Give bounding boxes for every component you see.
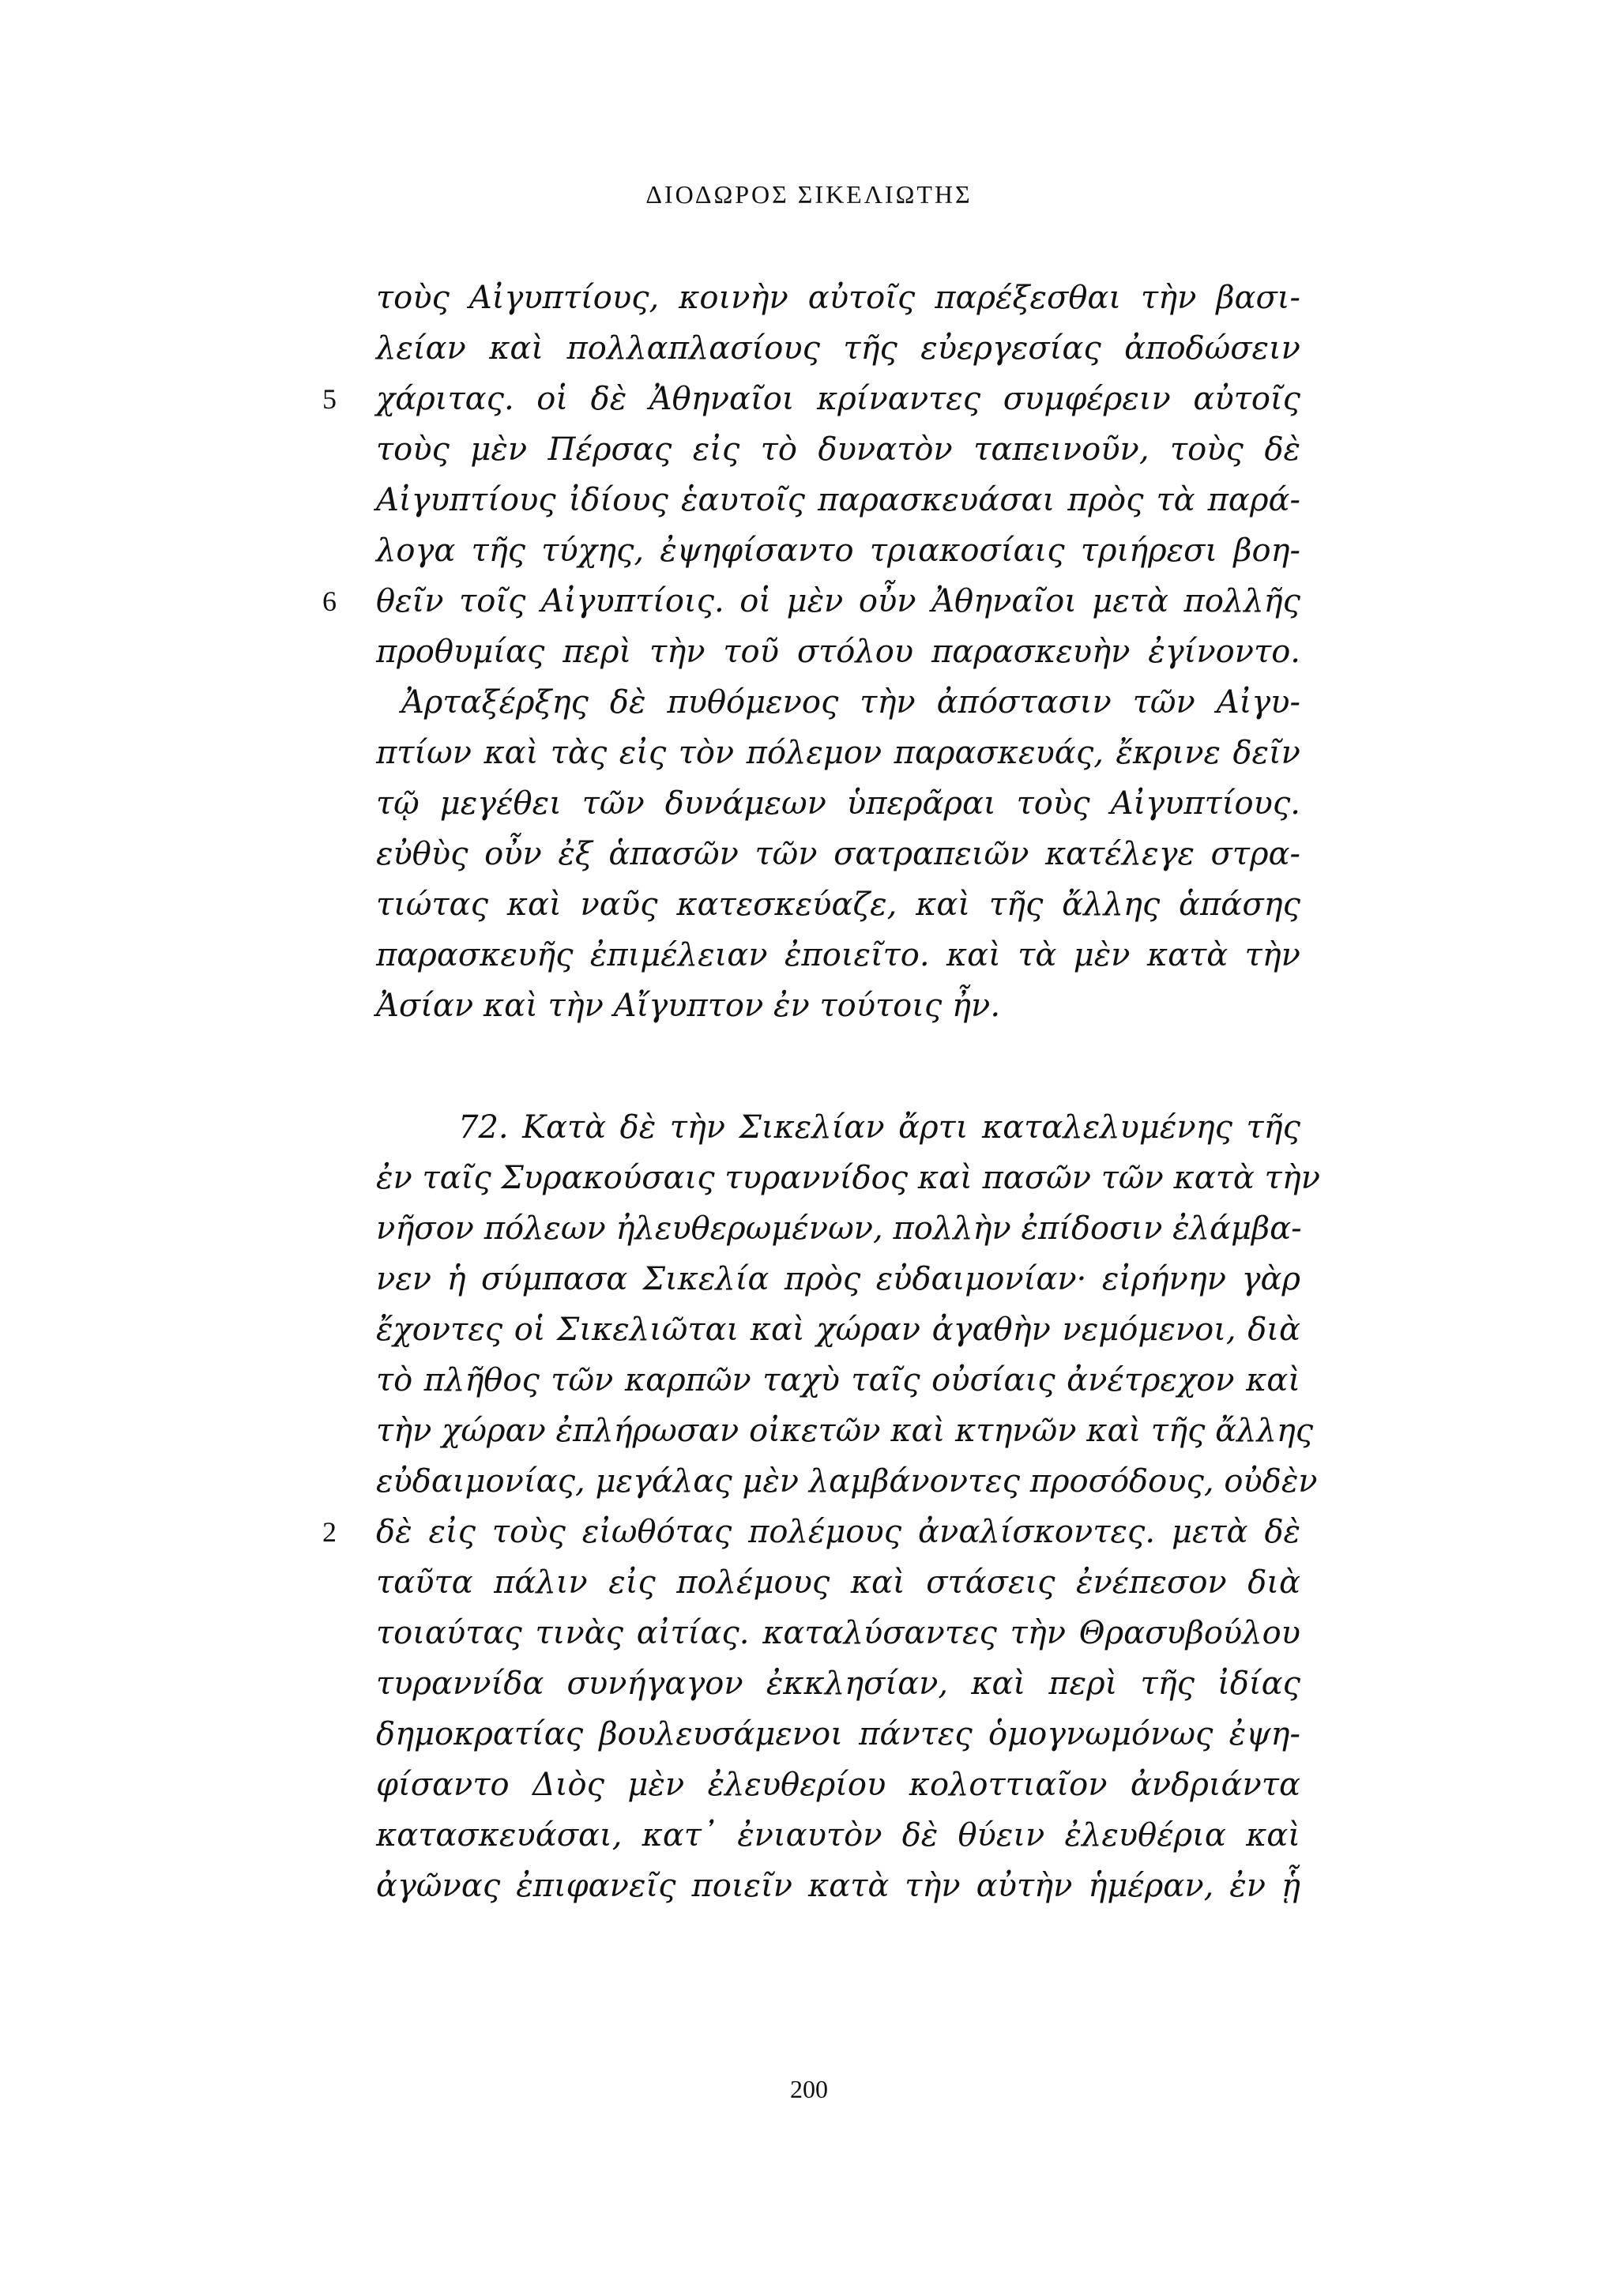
- text-line: θεῖν τοῖς Αἰγυπτίοις. οἱ μὲν οὖν Ἀθηναῖοι μετὰ πολλῆς: [376, 583, 1300, 619]
- text-line: φίσαντο Διὸς μὲν ἐλευθερίου κολοττιαῖον ἀνδριάντα: [376, 1767, 1300, 1803]
- text-line: τοὺς Αἰγυπτίους, κοινὴν αὐτοῖς παρέξεσθαι τὴν βασι-: [376, 280, 1300, 316]
- margin-section-number: 6: [322, 585, 337, 617]
- text-line: νῆσον πόλεων ἠλευθερωμένων, πολλὴν ἐπίδοσιν ἐλάμβα-: [376, 1210, 1302, 1247]
- text-line: τοιαύτας τινὰς αἰτίας. καταλύσαντες τὴν Θρασυβούλου: [376, 1615, 1300, 1651]
- text-line: νεν ἡ σύμπασα Σικελία πρὸς εὐδαιμονίαν· εἰρήνην γὰρ: [376, 1261, 1300, 1297]
- text-line: προθυμίας περὶ τὴν τοῦ στόλου παρασκευὴν ἐγίνοντο.: [376, 634, 1300, 670]
- text-line: ἐν ταῖς Συρακούσαις τυραννίδος καὶ πασῶν τῶν κατὰ τὴν: [376, 1160, 1321, 1196]
- text-line: τὴν χώραν ἐπλήρωσαν οἰκετῶν καὶ κτηνῶν καὶ τῆς ἄλλης: [376, 1413, 1314, 1449]
- text-line: λογα τῆς τύχης, ἐψηφίσαντο τριακοσίαις τριήρεσι βοη-: [376, 533, 1300, 569]
- running-title: ΔΙΟΔΩΡΟΣ ΣΙΚΕΛΙΩΤΗΣ: [645, 180, 973, 209]
- text-line: τῷ μεγέθει τῶν δυνάμεων ὑπερᾶραι τοὺς Αἰγυπτίους.: [376, 785, 1300, 822]
- text-line: τιώτας καὶ ναῦς κατεσκεύαζε, καὶ τῆς ἄλλης ἁπάσης: [376, 886, 1300, 923]
- text-line: χάριτας. οἱ δὲ Ἀθηναῖοι κρίναντες συμφέρειν αὐτοῖς: [376, 381, 1300, 417]
- text-line: τυραννίδα συνήγαγον ἐκκλησίαν, καὶ περὶ τῆς ἰδίας: [376, 1666, 1300, 1702]
- text-line: Αἰγυπτίους ἰδίους ἑαυτοῖς παρασκευάσαι πρὸς τὰ παρά-: [376, 482, 1300, 518]
- text-line: ἀγῶνας ἐπιφανεῖς ποιεῖν κατὰ τὴν αὐτὴν ἡμέραν, ἐν ᾗ: [376, 1868, 1300, 1904]
- page-number: 200: [790, 2075, 828, 2103]
- text-line: δημοκρατίας βουλευσάμενοι πάντες ὁμογνωμόνως ἐψη-: [376, 1716, 1300, 1752]
- text-line: εὐθὺς οὖν ἐξ ἁπασῶν τῶν σατραπειῶν κατέλεγε στρα-: [376, 836, 1300, 872]
- text-line: Ἀσίαν καὶ τὴν Αἴγυπτον ἐν τούτοις ἦν.: [376, 988, 1001, 1024]
- text-line: λείαν καὶ πολλαπλασίους τῆς εὐεργεσίας ἀποδώσειν: [376, 330, 1300, 367]
- margin-section-number: 2: [322, 1516, 337, 1548]
- text-line: ταῦτα πάλιν εἰς πολέμους καὶ στάσεις ἐνέπεσον διὰ: [376, 1564, 1300, 1601]
- text-line: κατασκευάσαι, κατ᾽ ἐνιαυτὸν δὲ θύειν ἐλευθέρια καὶ: [376, 1817, 1300, 1854]
- text-line: δὲ εἰς τοὺς εἰωθότας πολέμους ἀναλίσκοντες. μετὰ δὲ: [376, 1514, 1300, 1550]
- text-line: πτίων καὶ τὰς εἰς τὸν πόλεμον παρασκευάς, ἔκρινε δεῖν: [376, 735, 1300, 771]
- text-line: παρασκευῆς ἐπιμέλειαν ἐποιεῖτο. καὶ τὰ μὲν κατὰ τὴν: [376, 937, 1300, 973]
- text-line: Ἀρταξέρξης δὲ πυθόμενος τὴν ἀπόστασιν τῶν Αἰγυ-: [401, 684, 1300, 721]
- text-line: τὸ πλῆθος τῶν καρπῶν ταχὺ ταῖς οὐσίαις ἀνέτρεχον καὶ: [376, 1362, 1300, 1398]
- text-line: τοὺς μὲν Πέρσας εἰς τὸ δυνατὸν ταπεινοῦν, τοὺς δὲ: [376, 431, 1300, 468]
- margin-section-number: 5: [322, 383, 337, 415]
- text-line: εὐδαιμονίας, μεγάλας μὲν λαμβάνοντες προσόδους, οὐδὲν: [376, 1463, 1318, 1500]
- text-line: 72. Κατὰ δὲ τὴν Σικελίαν ἄρτι καταλελυμένης τῆς: [458, 1109, 1300, 1146]
- text-line: ἔχοντες οἱ Σικελιῶται καὶ χώραν ἀγαθὴν νεμόμενοι, διὰ: [376, 1312, 1300, 1348]
